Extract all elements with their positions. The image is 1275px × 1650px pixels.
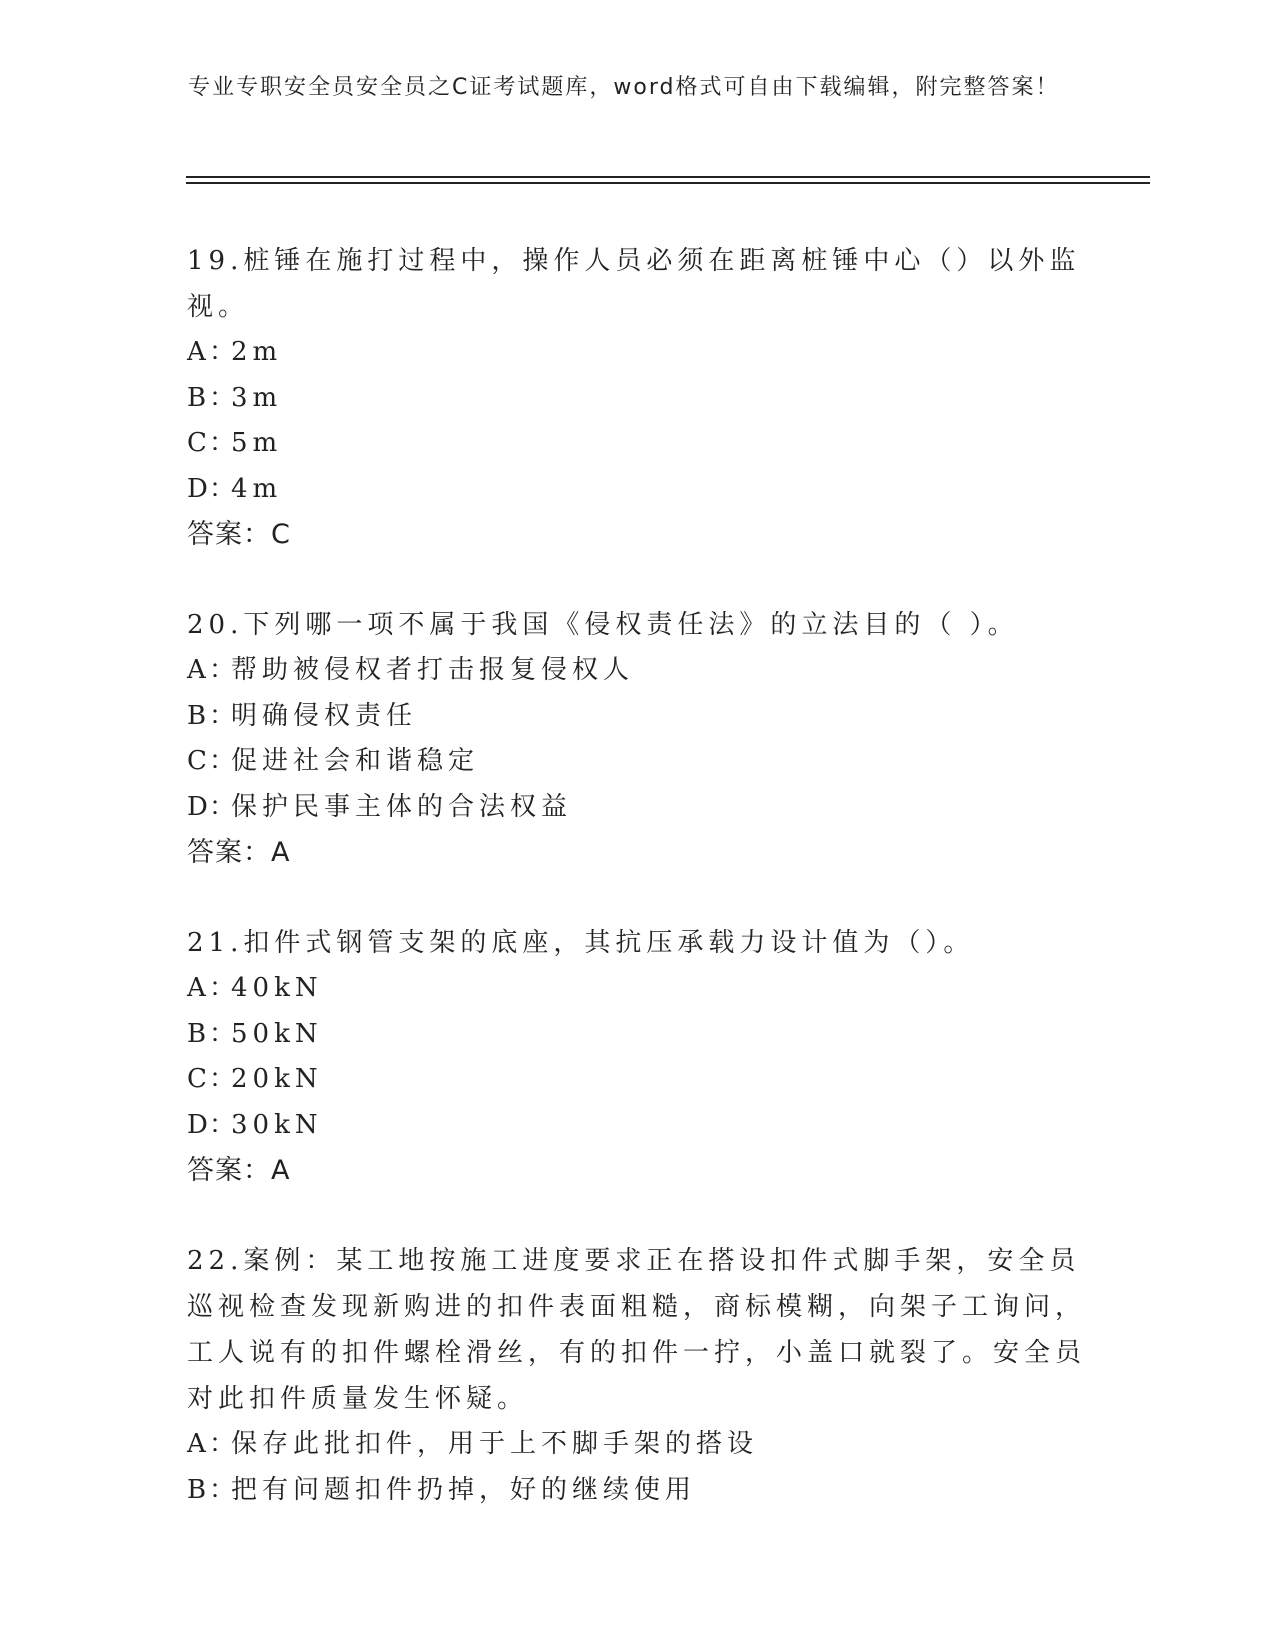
option-text: 保存此批扣件，用于上不脚手架的搭设 [231, 1429, 759, 1459]
question-stem: 19.桩锤在施打过程中，操作人员必须在距离桩锤中心（）以外监视。 [187, 246, 1081, 322]
answer-line: 答案：A [187, 1155, 291, 1186]
option-text: 30kN [231, 1109, 323, 1140]
option-text: 5m [231, 428, 283, 458]
option-letter: B [187, 382, 212, 413]
option-text: 4m [231, 473, 283, 504]
option-text: 50kN [231, 1018, 323, 1049]
option-letter: D [187, 1109, 213, 1140]
question-stem: 22.案例：某工地按施工进度要求正在搭设扣件式脚手架，安全员巡视检查发现新购进的扣件表面粗糙，商标模糊，向架子工询问，工人说有的扣件螺栓滑丝，有的扣件一拧，小盖口就裂了。安全员对此扣件质量发生怀疑。 [187, 1246, 1087, 1414]
option-letter: D [187, 473, 213, 504]
option-letter: B [187, 1474, 212, 1505]
option-text: 明确侵权责任 [231, 700, 418, 731]
answer-line: 答案：C [187, 519, 291, 550]
option-d: D：30kN [187, 1103, 1087, 1149]
option-text: 帮助被侵权者打击报复侵权人 [231, 655, 635, 685]
header-divider-bottom [186, 182, 1150, 184]
option-letter: B [187, 700, 212, 731]
option-letter: D [187, 791, 213, 822]
option-c: C：20kN [187, 1057, 1087, 1103]
option-a: A：帮助被侵权者打击报复侵权人 [187, 648, 1087, 694]
option-letter: A [187, 655, 211, 685]
question-20 [187, 602, 1087, 875]
option-letter: A [187, 1429, 211, 1459]
option-a: A：40kN [187, 966, 1087, 1012]
option-b: B：明确侵权责任 [187, 694, 1087, 740]
option-c: C：促进社会和谐稳定 [187, 739, 1087, 785]
option-text: 把有问题扣件扔掉，好的继续使用 [231, 1474, 697, 1505]
header-divider-top [186, 176, 1150, 178]
question-21 [187, 920, 1087, 1193]
document-header: 专业专职安全员安全员之C证考试题库，word格式可自由下载编辑，附完整答案！ [188, 75, 1060, 100]
option-text: 3m [231, 382, 283, 413]
option-a: A：2m [187, 330, 1087, 376]
option-a: A：保存此批扣件，用于上不脚手架的搭设 [187, 1422, 1087, 1468]
question-22 [187, 1238, 1087, 1513]
option-text: 保护民事主体的合法权益 [231, 791, 573, 822]
option-text: 促进社会和谐稳定 [231, 746, 480, 776]
option-text: 20kN [231, 1064, 323, 1094]
option-text: 2m [231, 337, 283, 367]
question-stem: 21.扣件式钢管支架的底座，其抗压承载力设计值为（）。 [187, 928, 975, 958]
option-text: 40kN [231, 973, 323, 1003]
option-letter: C [187, 1064, 212, 1094]
option-d: D：4m [187, 467, 1087, 513]
option-letter: C [187, 428, 212, 458]
question-stem: 20.下列哪一项不属于我国《侵权责任法》的立法目的（ ）。 [187, 610, 1019, 640]
option-c: C：5m [187, 421, 1087, 467]
option-b: B：3m [187, 376, 1087, 422]
option-b: B：把有问题扣件扔掉，好的继续使用 [187, 1468, 1087, 1514]
option-letter: A [187, 337, 211, 367]
option-letter: A [187, 973, 211, 1003]
option-b: B：50kN [187, 1012, 1087, 1058]
answer-line: 答案：A [187, 837, 291, 868]
question-19 [187, 238, 1087, 557]
option-letter: C [187, 746, 212, 776]
question-list [187, 238, 1087, 1558]
option-d: D：保护民事主体的合法权益 [187, 785, 1087, 831]
option-letter: B [187, 1018, 212, 1049]
